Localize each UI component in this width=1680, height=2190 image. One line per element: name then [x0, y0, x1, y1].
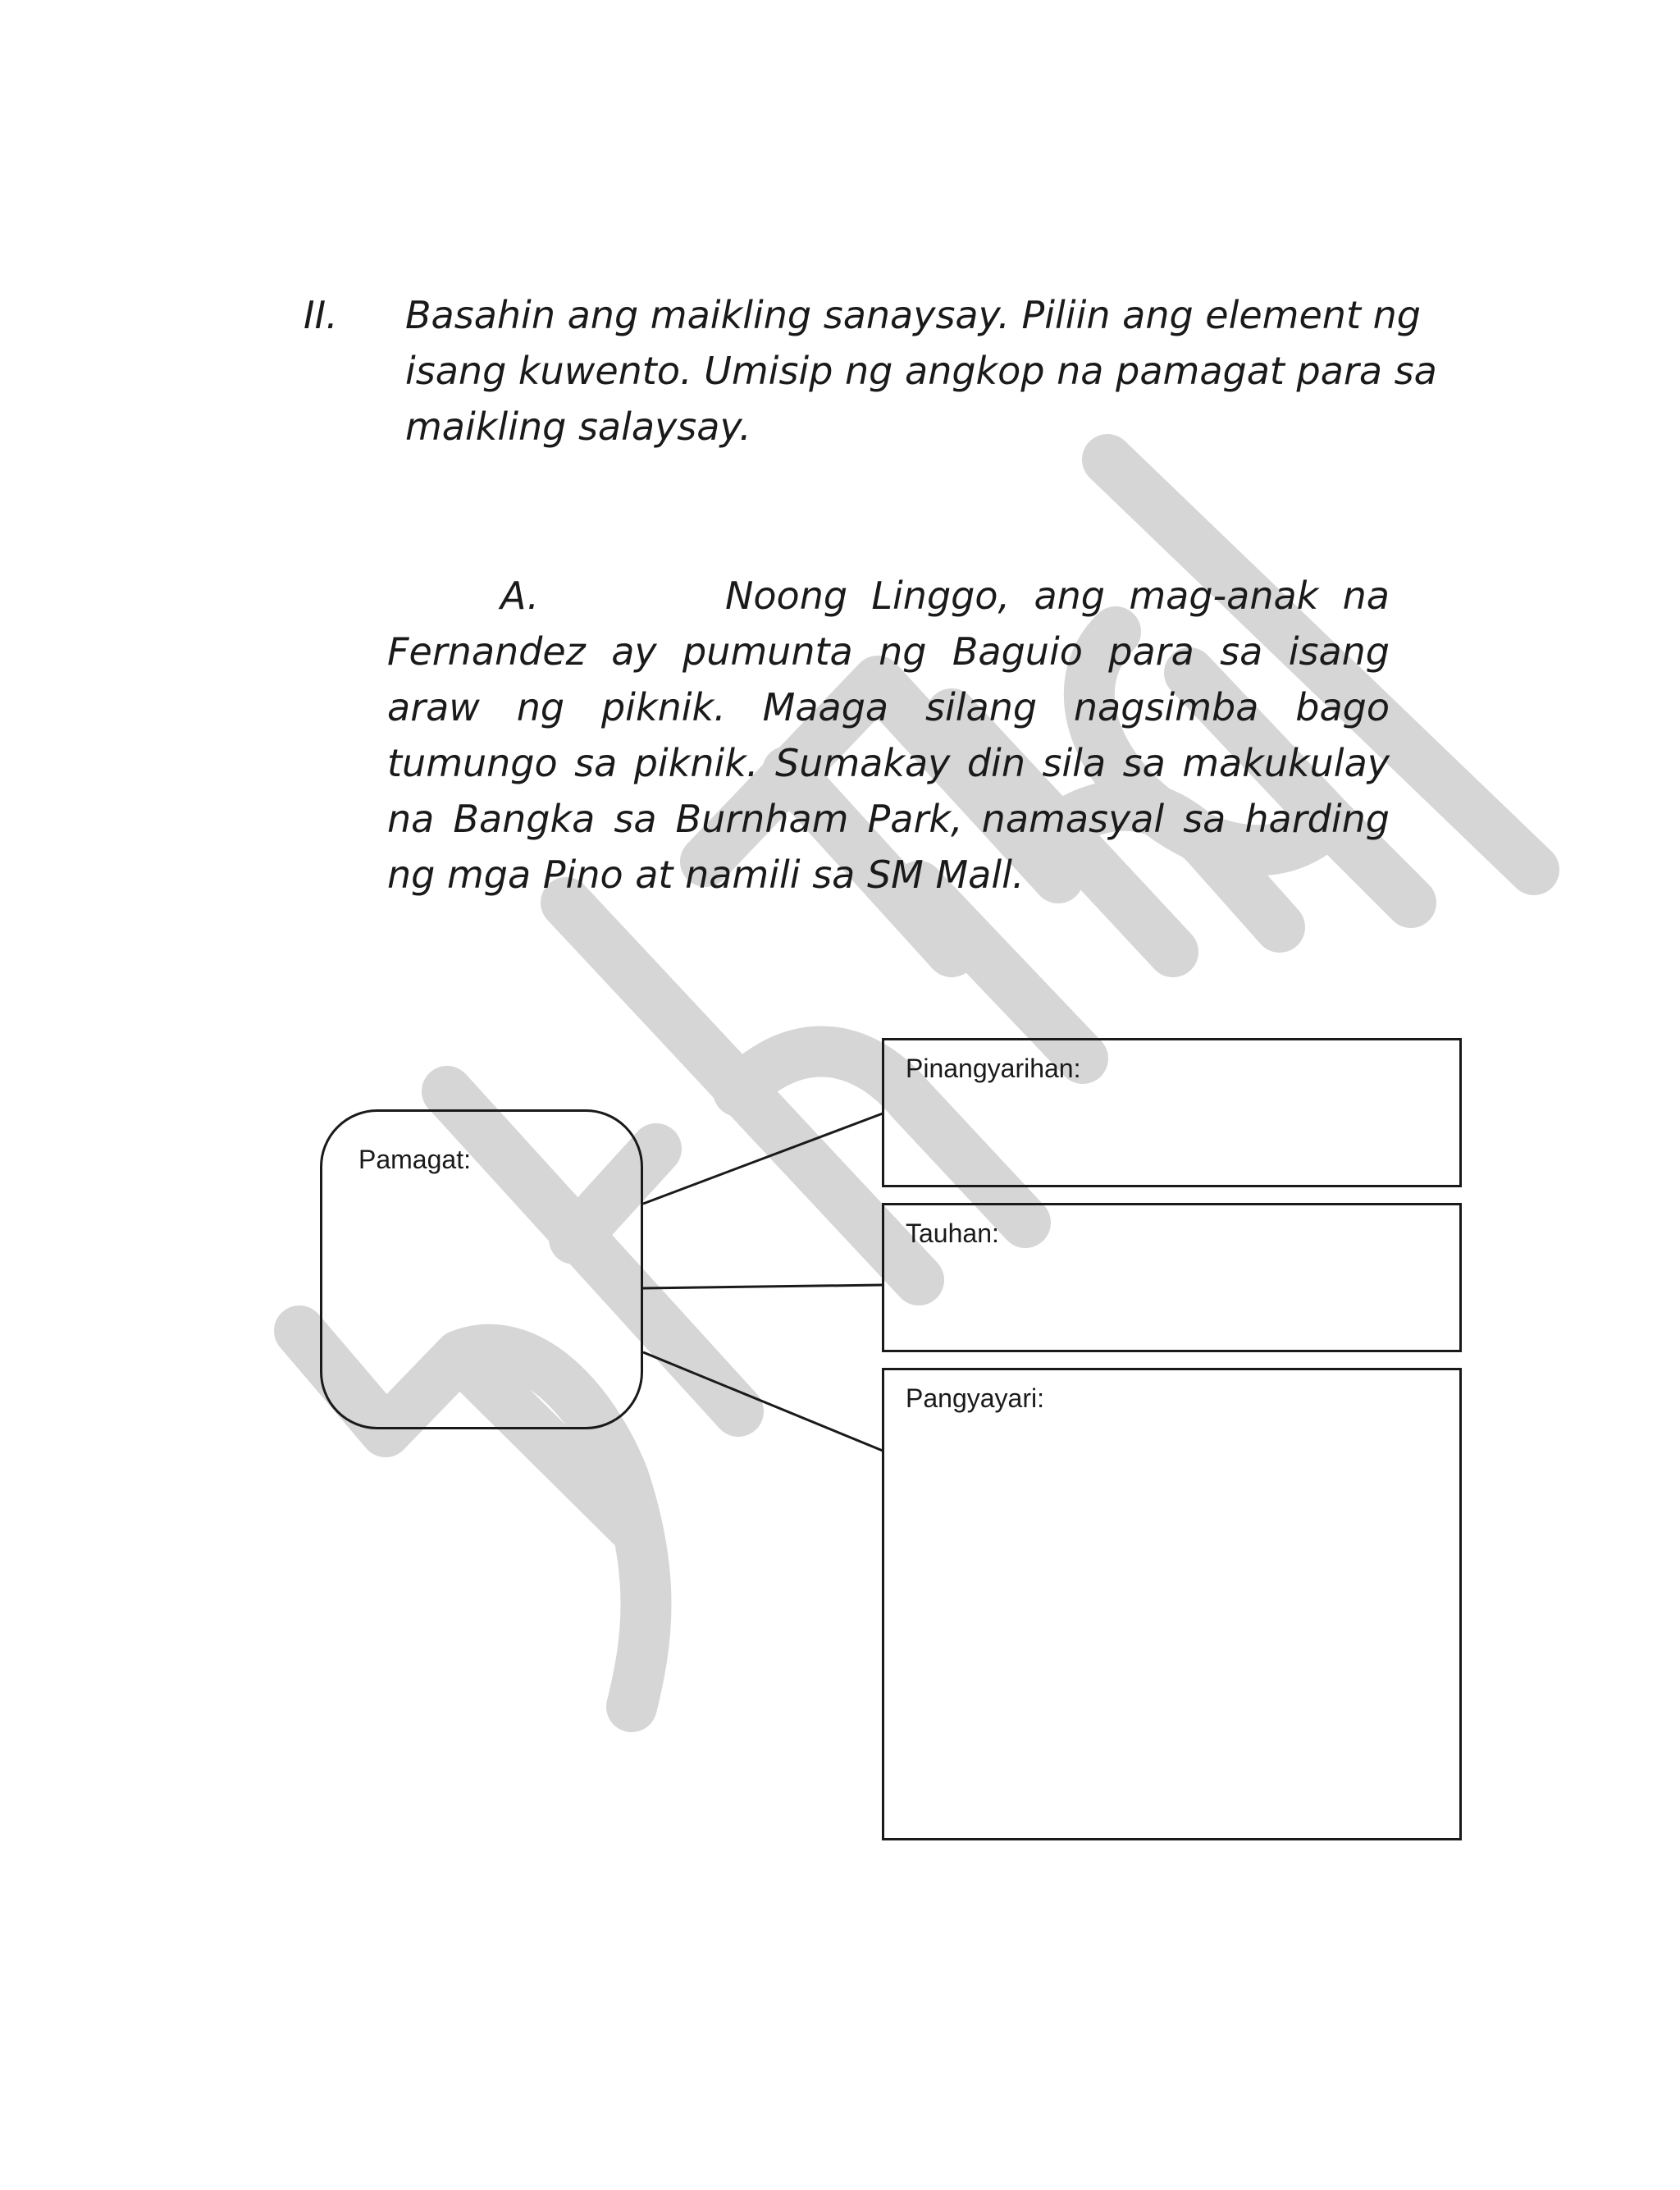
setting-label: Pinangyarihan:	[906, 1054, 1081, 1083]
connector-line-events	[643, 1352, 883, 1451]
connector-line-characters	[643, 1285, 883, 1288]
connector-line-setting	[643, 1113, 883, 1204]
events-label: Pangyayari:	[906, 1383, 1044, 1413]
passage-label: A.	[500, 574, 539, 618]
instruction-number: II.	[304, 293, 338, 337]
events-box[interactable]	[882, 1368, 1462, 1840]
passage-text: Noong Linggo, ang mag-anak na Fernandez ay pumunta ng Baguio para sa isang araw ng piknik. Maaga silang nagsimba bago tumungo sa piknik. Sumakay din sila sa makukulay na Bangka sa Burnham Park, namasyal sa harding ng mga Pino at namili sa SM Mall.	[387, 574, 1390, 897]
characters-label: Tauhan:	[906, 1218, 999, 1248]
instruction-text: Basahin ang maikling sanaysay. Piliin ang element ng isang kuwento. Umisip ng angkop na pamagat para sa maikling salaysay.	[405, 293, 1437, 449]
title-label: Pamagat:	[358, 1145, 471, 1174]
setting-box[interactable]	[882, 1038, 1462, 1187]
title-box[interactable]	[320, 1109, 643, 1429]
characters-box[interactable]	[882, 1203, 1462, 1352]
